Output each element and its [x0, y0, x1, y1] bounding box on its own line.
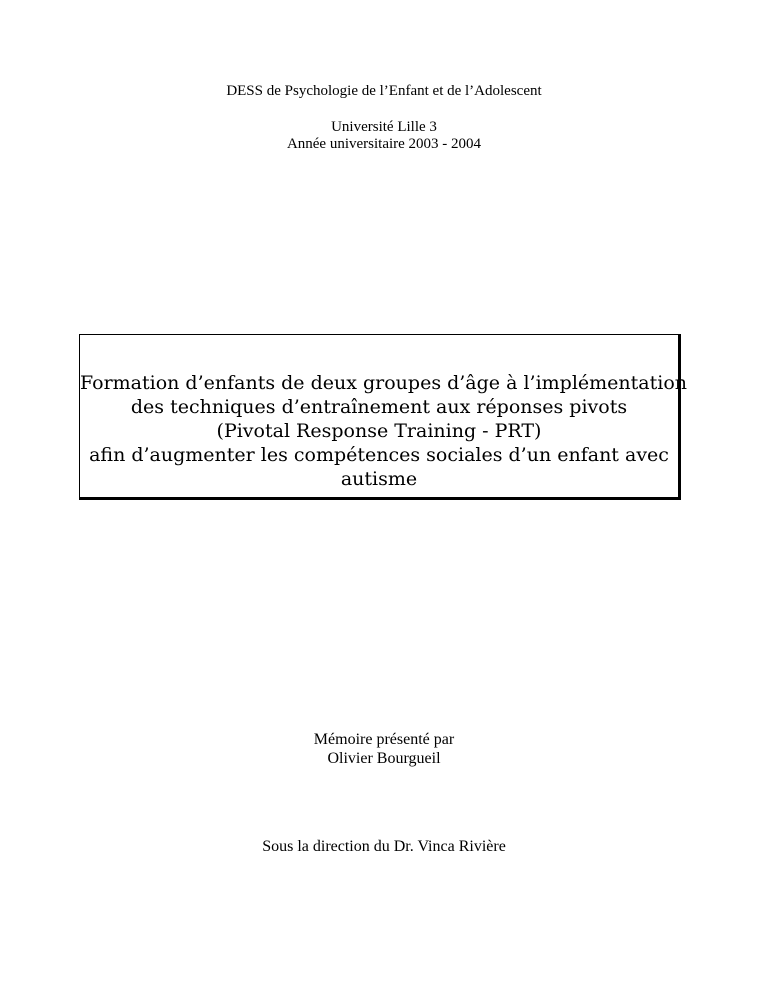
title-line-5: autisme — [340, 468, 418, 490]
title-box — [79, 334, 687, 500]
header-academic-year: Année universitaire 2003 - 2004 — [286, 136, 482, 152]
title-line-1: Formation d’enfants de deux groupes d’âge à l’implémentation — [80, 372, 687, 394]
title-line-4: afin d’augmenter les compétences sociales d’un enfant avec — [89, 444, 669, 466]
author-label: Mémoire présenté par — [313, 731, 455, 748]
header-university: Université Lille 3 — [331, 119, 437, 135]
author-name: Olivier Bourgueil — [327, 750, 441, 767]
title-line-3: (Pivotal Response Training - PRT) — [216, 420, 542, 442]
header-program: DESS de Psychologie de l’Enfant et de l’Adolescent — [226, 83, 542, 99]
supervision-text: Sous la direction du Dr. Vinca Rivière — [262, 838, 506, 855]
thesis-title — [80, 371, 687, 491]
title-line-2: des techniques d’entraînement aux réponses pivots — [130, 396, 628, 418]
